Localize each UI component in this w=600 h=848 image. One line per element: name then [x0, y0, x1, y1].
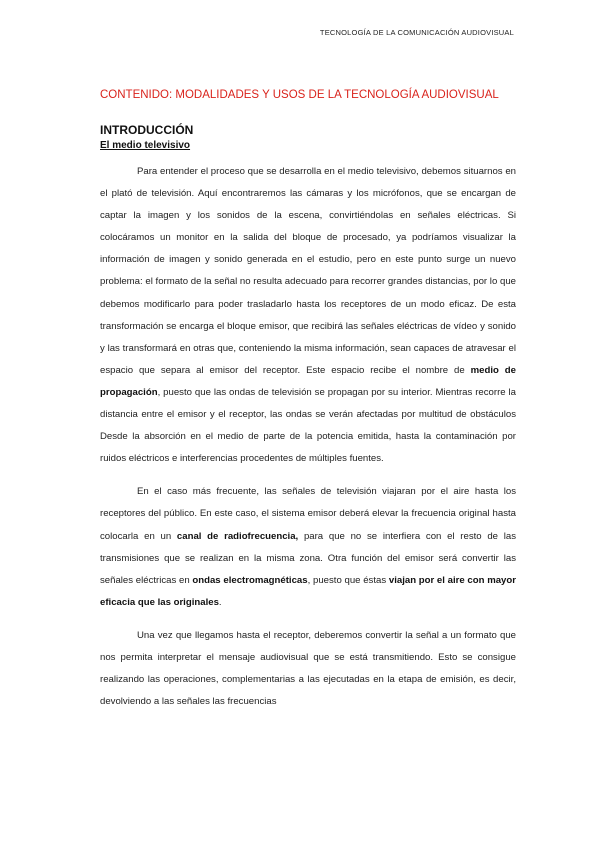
paragraph-1 [100, 161, 516, 470]
p2-bold-term-2: ondas electromagnéticas [192, 574, 308, 586]
p2-bold-term-3: viajan por el aire con mayor eficacia que las originales [100, 574, 516, 608]
document-title: CONTENIDO: MODALIDADES Y USOS DE LA TECNOLOGÍA AUDIOVISUAL [100, 89, 499, 101]
paragraph-2 [100, 481, 516, 614]
p2-text-g: . [218, 596, 222, 608]
section-heading: INTRODUCCIÓN [100, 123, 194, 137]
running-header: TECNOLOGÍA DE LA COMUNICACIÓN AUDIOVISUAL [319, 28, 514, 37]
p1-text-a: Para entender el proceso que se desarrolla en el medio televisivo, debemos situarnos en el plató de televisión. Aquí encontraremos las cámaras y los micrófonos, que se encargan de captar la imagen y los sonidos de la escena, convirtiéndolas en señales eléctricas. Si colocáramos un monitor en la salida del bloque de procesado, ya podríamos visualizar la información de imagen y sonido generada en el estudio, pero en este punto surge un nuevo problema: el formato de la señal no resulta adecuado para recorrer grandes distancias, por lo que debemos modificarlo para poder trasladarlo hasta los receptores de un modo eficaz. De esta transformación se encarga el bloque emisor, que recibirá las señales eléctricas de vídeo y sonido y las transformará en otras que, conteniendo la misma información, sean capaces de atravesar el espacio que separa al emisor del receptor. Este espacio recibe el nombre de [100, 166, 516, 376]
p2-bold-term-1: canal de radiofrecuencia, [176, 530, 299, 542]
p1-text-c: , puesto que las ondas de televisión se propagan por su interior. Mientras recorre la distancia entre el emisor y el receptor, las ondas se verán afectadas por multitud de obstáculos Desde la absorción en el medio de parte de la potencia emitida, hasta la contaminación por ruidos eléctricos e interferencias procedentes de múltiples fuentes. [100, 386, 516, 465]
p1-bold-term: medio de propagación [100, 364, 516, 398]
body-text [100, 161, 516, 724]
p2-text-a: En el caso más frecuente, las señales de televisión viajaran por el aire hasta los receptores del público. En este caso, el sistema emisor deberá elevar la frecuencia original hasta colocarla en un [100, 486, 516, 542]
p3-text-a: Una vez que llegamos hasta el receptor, deberemos convertir la señal a un formato que nos permita interpretar el mensaje audiovisual que se está transmitiendo. Esto se consigue realizando las operaciones, complementarias a las ejecutadas en la etapa de emisión, es decir, devolviendo a las señales las frecuencias [100, 629, 516, 708]
subsection-heading: El medio televisivo [100, 140, 191, 151]
p2-text-e: , puesto que éstas [307, 574, 389, 586]
p2-text-c: para que no se interfiera con el resto de las transmisiones que se realizan en la misma zona. Otra función del emisor será convertir las señales eléctricas en [100, 530, 517, 586]
paragraph-3 [100, 625, 516, 713]
